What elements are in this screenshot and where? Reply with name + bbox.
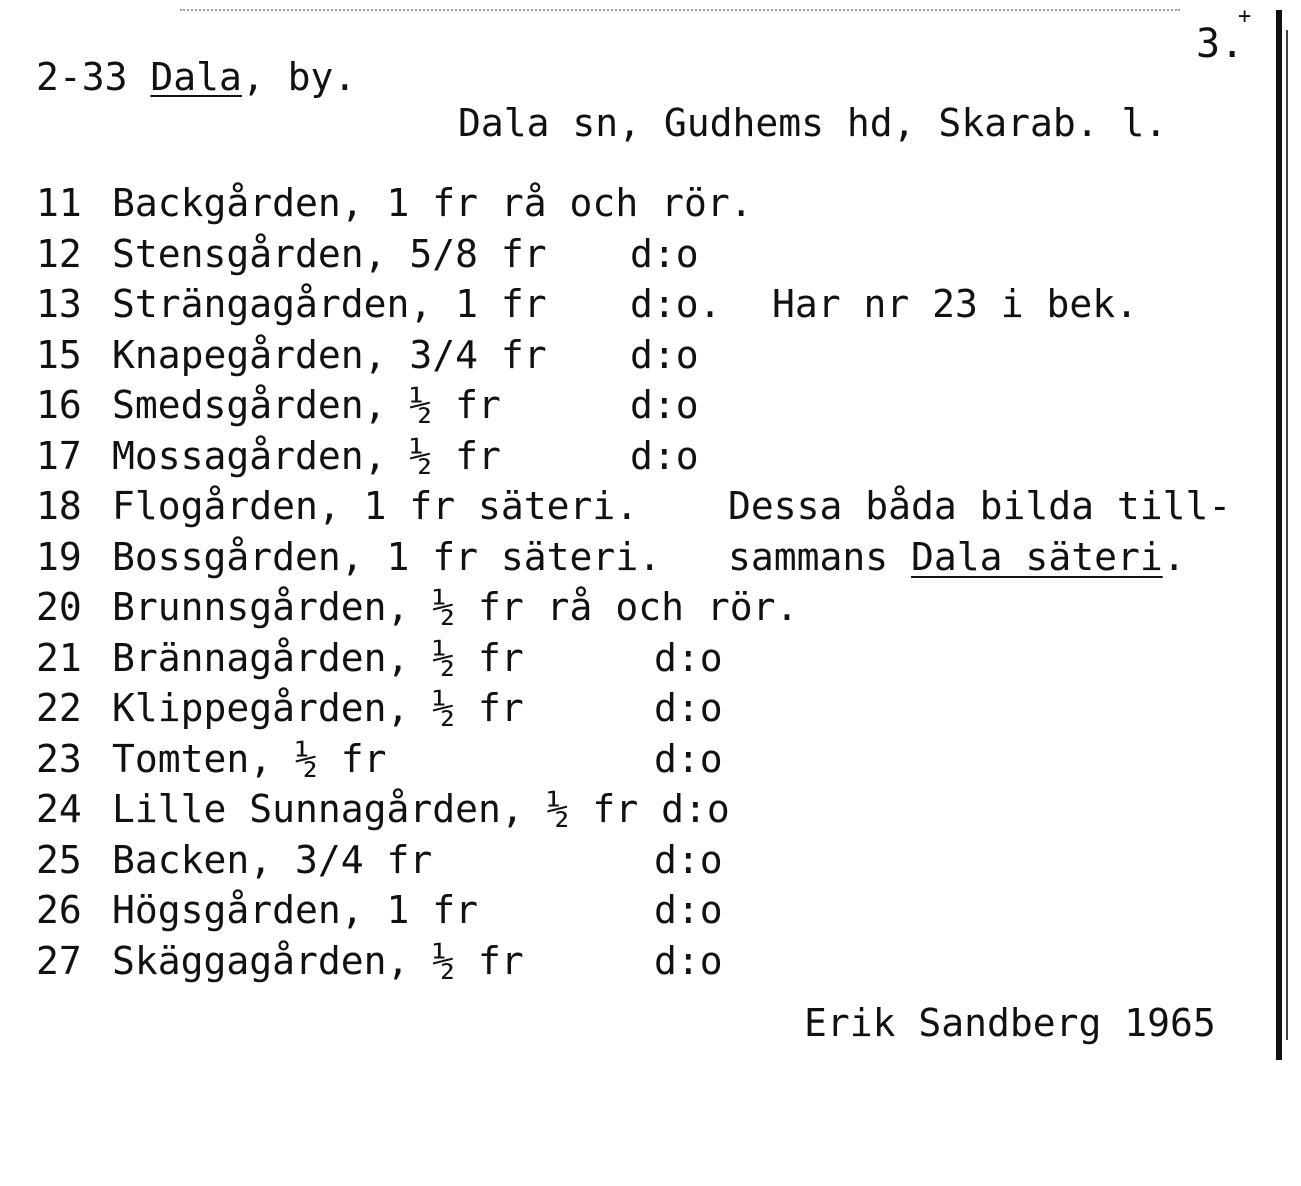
heading-place: Dala xyxy=(150,55,242,99)
entry-name: Strängagården, 1 fr xyxy=(112,282,547,326)
entry-name: Brunnsgården, ½ fr rå och rör. xyxy=(112,585,799,629)
entry-name: Flogården, 1 fr säteri. xyxy=(112,484,639,528)
entry-name: Högsgården, 1 fr xyxy=(112,888,479,932)
list-item xyxy=(36,885,1276,936)
entry-number: 13 xyxy=(36,282,82,326)
entry-name: Backen, 3/4 fr xyxy=(112,837,433,882)
entry-number: 18 xyxy=(36,484,82,528)
entry-note: Har nr 23 i bek. xyxy=(772,282,1139,326)
entry-ditto: d:o xyxy=(630,332,699,377)
list-item xyxy=(36,784,1276,835)
list-item xyxy=(36,633,1276,684)
entry-number: 27 xyxy=(36,938,82,983)
entry-number: 22 xyxy=(36,686,82,730)
entry-ditto: d:o. xyxy=(630,282,722,326)
entry-name: Bossgården, 1 fr säteri. xyxy=(112,534,662,579)
entry-ditto: d:o xyxy=(630,231,699,276)
card-number: 3. xyxy=(1196,21,1245,67)
entry-number: 25 xyxy=(36,837,82,882)
signature: Erik Sandberg 1965 xyxy=(804,1001,1216,1045)
corner-mark: + xyxy=(1238,4,1252,29)
note-text: sammans xyxy=(728,534,889,579)
entry-name: Knapegården, 3/4 fr xyxy=(112,332,547,377)
entry-number: 19 xyxy=(36,534,82,579)
list-item xyxy=(36,835,1276,886)
heading-code: 2-33 xyxy=(36,55,128,99)
note-end: . xyxy=(1162,534,1186,579)
list-item xyxy=(36,431,1276,482)
entry-ditto: d:o xyxy=(654,736,723,781)
entry-ditto: d:o xyxy=(630,383,699,427)
entry-note: Dessa båda bilda till- xyxy=(728,484,1232,528)
entry-name: Smedsgården, ½ fr xyxy=(112,383,501,427)
entry-name: Tomten, ½ fr xyxy=(112,736,387,781)
heading-location: Dala sn, Gudhems hd, Skarab. l. xyxy=(458,101,1168,145)
list-item xyxy=(36,734,1276,785)
entry-ditto: d:o xyxy=(654,888,723,932)
entry-ditto: d:o xyxy=(654,635,723,680)
entry-number: 17 xyxy=(36,433,82,478)
entry-name: Skäggagården, ½ fr xyxy=(112,938,524,983)
entry-name: Backgården, 1 fr rå och rör. xyxy=(112,181,753,225)
entry-number: 12 xyxy=(36,231,82,276)
list-item xyxy=(36,330,1276,381)
entry-name: Brännagården, ½ fr xyxy=(112,635,524,680)
entry-number: 11 xyxy=(36,181,82,225)
right-edge-shadow xyxy=(1286,30,1288,1040)
entry-number: 20 xyxy=(36,585,82,629)
list-item xyxy=(36,229,1276,280)
note-underlined: Dala säteri xyxy=(911,534,1163,579)
entry-number: 21 xyxy=(36,635,82,680)
list-item xyxy=(36,380,1276,431)
heading-suffix: , by. xyxy=(241,55,357,99)
entry-number: 24 xyxy=(36,787,82,831)
entry-number: 15 xyxy=(36,332,82,377)
entry-note xyxy=(728,532,1186,582)
entry-number: 16 xyxy=(36,383,82,427)
entry-name: Stensgården, 5/8 fr xyxy=(112,231,547,276)
entry-ditto: d:o xyxy=(630,433,699,478)
list-item xyxy=(36,532,1276,583)
card-heading xyxy=(36,55,357,99)
list-item xyxy=(36,936,1276,987)
entry-name: Lille Sunnagården, ½ fr d:o xyxy=(112,787,730,831)
list-item xyxy=(36,683,1276,734)
entry-ditto: d:o xyxy=(654,837,723,882)
entry-number: 26 xyxy=(36,888,82,932)
list-item xyxy=(36,178,1276,229)
list-item xyxy=(36,481,1276,532)
entry-name: Klippegården, ½ fr xyxy=(112,686,524,730)
entry-list xyxy=(36,178,1276,986)
list-item xyxy=(36,582,1276,633)
entry-name: Mossagården, ½ fr xyxy=(112,433,501,478)
entry-ditto: d:o xyxy=(654,686,723,730)
entry-ditto: d:o xyxy=(654,938,723,983)
entry-number: 23 xyxy=(36,736,82,781)
list-item xyxy=(36,279,1276,330)
right-edge-border xyxy=(1276,10,1282,1060)
top-edge-dots xyxy=(180,9,1180,11)
